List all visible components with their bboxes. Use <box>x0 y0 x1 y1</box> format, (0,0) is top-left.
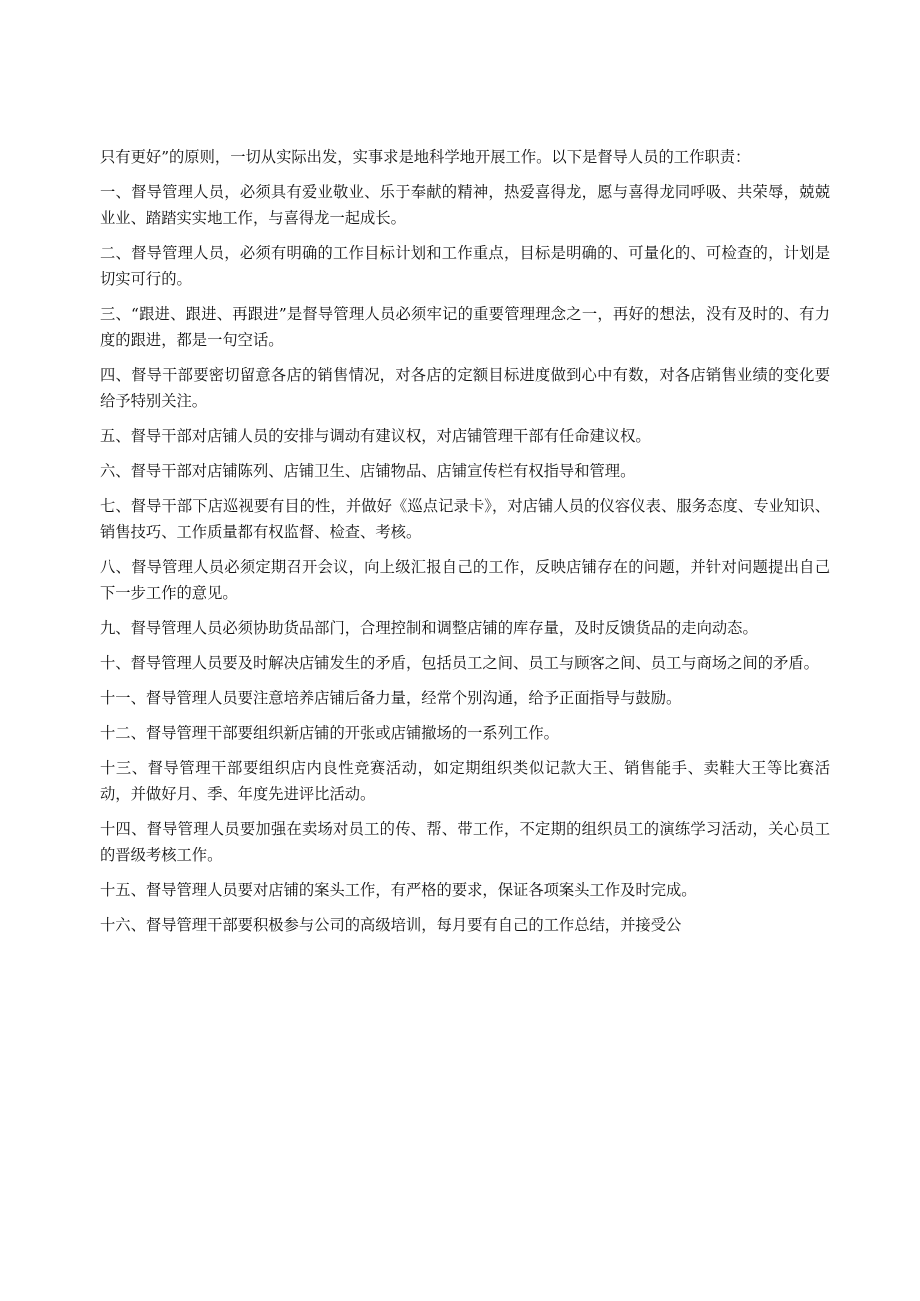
paragraph-duty-12: 十二、督导管理干部要组织新店铺的开张或店铺撤场的一系列工作。 <box>100 724 559 742</box>
paragraph-duty-9: 九、督导管理人员必须协助货品部门，合理控制和调整店铺的库存量，及时反馈货品的走向动态。 <box>100 619 758 637</box>
paragraph-duty-8: 八、督导管理人员必须定期召开会议，向上级汇报自己的工作，反映店铺存在的问题，并针对问题提出自己下一步工作的意见。 <box>100 558 830 602</box>
paragraph-duty-5: 五、督导干部对店铺人员的安排与调动有建议权，对店铺管理干部有任命建议权。 <box>100 427 651 445</box>
paragraph-duty-3: 三、“跟进、跟进、再跟进”是督导管理人员必须牢记的重要管理理念之一，再好的想法，没有及时的、有力度的跟进，都是一句空话。 <box>100 305 830 349</box>
paragraph-intro: 只有更好”的原则，一切从实际出发，实事求是地科学地开展工作。以下是督导人员的工作职责： <box>100 148 751 166</box>
paragraph-duty-14: 十四、督导管理人员要加强在卖场对员工的传、帮、带工作，不定期的组织员工的演练学习活动，关心员工的晋级考核工作。 <box>100 820 830 864</box>
paragraph-duty-16: 十六、督导管理干部要积极参与公司的高级培训，每月要有自己的工作总结，并接受公 <box>100 916 682 934</box>
paragraph-duty-1: 一、督导管理人员，必须具有爱业敬业、乐于奉献的精神，热爱喜得龙，愿与喜得龙同呼吸、共荣辱，兢兢业业、踏踏实实地工作，与喜得龙一起成长。 <box>100 183 830 227</box>
paragraph-duty-2: 二、督导管理人员，必须有明确的工作目标计划和工作重点，目标是明确的、可量化的、可检查的，计划是切实可行的。 <box>100 244 830 288</box>
paragraph-duty-13: 十三、督导管理干部要组织店内良性竞赛活动，如定期组织类似记款大王、销售能手、卖鞋大王等比赛活动，并做好月、季、年度先进评比活动。 <box>100 759 830 803</box>
document-body <box>100 144 830 947</box>
paragraph-duty-7: 七、督导干部下店巡视要有目的性，并做好《巡点记录卡》，对店铺人员的仪容仪表、服务态度、专业知识、销售技巧、工作质量都有权监督、检查、考核。 <box>100 497 830 541</box>
paragraph-duty-15: 十五、督导管理人员要对店铺的案头工作，有严格的要求，保证各项案头工作及时完成。 <box>100 881 697 899</box>
paragraph-duty-6: 六、督导干部对店铺陈列、店铺卫生、店铺物品、店铺宣传栏有权指导和管理。 <box>100 462 636 480</box>
paragraph-duty-10: 十、督导管理人员要及时解决店铺发生的矛盾，包括员工之间、员工与顾客之间、员工与商场之间的矛盾。 <box>100 654 819 672</box>
paragraph-duty-11: 十一、督导管理人员要注意培养店铺后备力量，经常个别沟通，给予正面指导与鼓励。 <box>100 689 682 707</box>
paragraph-duty-4: 四、督导干部要密切留意各店的销售情况，对各店的定额目标进度做到心中有数，对各店销售业绩的变化要给予特别关注。 <box>100 366 830 410</box>
